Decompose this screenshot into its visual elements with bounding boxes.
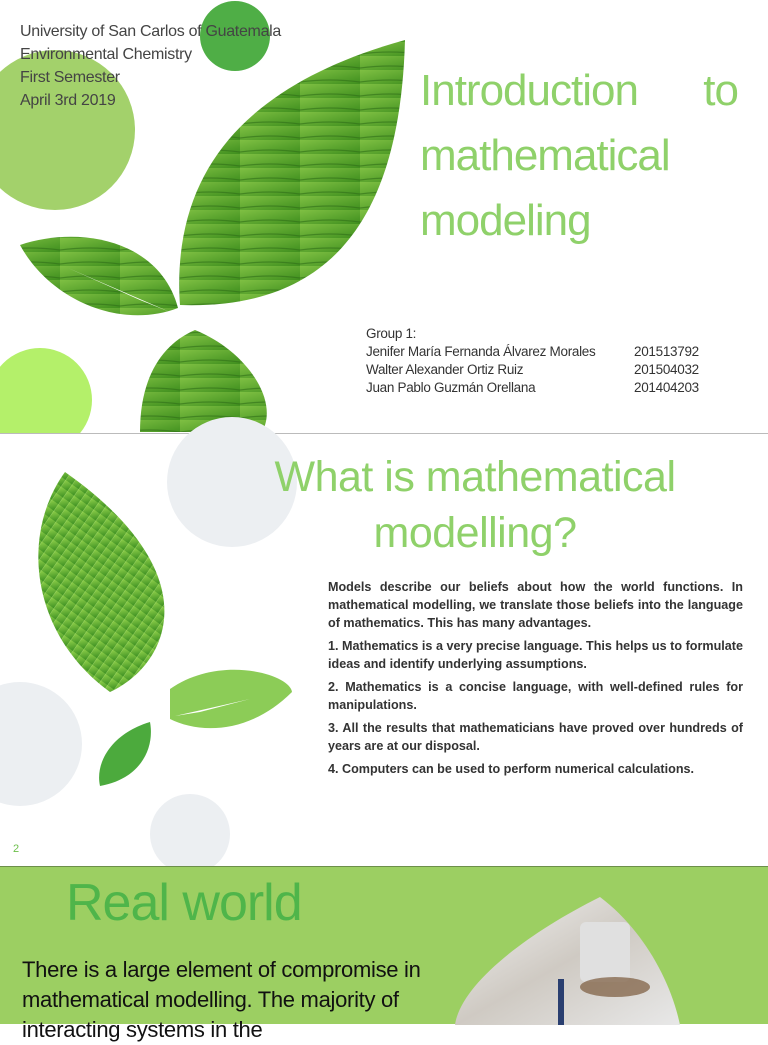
definition-slide — [0, 433, 768, 865]
member-row — [366, 343, 699, 361]
presentation-title — [420, 58, 738, 253]
paragraph: 4. Computers can be used to perform numerical calculations. — [328, 762, 695, 776]
title-line: modelling? — [373, 509, 577, 557]
real-world-slide — [0, 866, 768, 1042]
title-slide — [0, 0, 768, 432]
member-name: Jenifer María Fernanda Álvarez Morales — [366, 344, 596, 359]
title-line: What is mathematical — [274, 453, 676, 501]
slide-title: Real world — [66, 874, 302, 932]
title-word: to — [703, 66, 738, 115]
member-id: 201513792 — [634, 344, 699, 359]
course-name: Environmental Chemistry — [20, 46, 192, 63]
member-id: 201504032 — [634, 362, 699, 377]
title-word: Introduction — [420, 66, 638, 115]
group-label: Group 1: — [366, 326, 417, 341]
member-row — [366, 361, 699, 379]
member-id: 201404203 — [634, 380, 699, 395]
course-info — [20, 20, 281, 112]
member-name: Walter Alexander Ortiz Ruiz — [366, 362, 524, 377]
paragraph: 2. Mathematics is a concise language, with well-defined rules for manipulations. — [328, 680, 743, 712]
paragraph: 3. All the results that mathematicians have proved over hundreds of years are at our disposal. — [328, 721, 743, 753]
date: April 3rd 2019 — [20, 92, 116, 109]
title-line: modeling — [420, 196, 591, 245]
semester: First Semester — [20, 69, 120, 86]
member-name: Juan Pablo Guzmán Orellana — [366, 380, 536, 395]
paragraph: Models describe our beliefs about how the world functions. In mathematical modelling, we translate those beliefs into the language of mathematics. This has many advantages. — [328, 580, 743, 630]
slide-body — [328, 578, 743, 783]
title-line: mathematical — [420, 131, 670, 180]
member-row — [366, 379, 699, 397]
paragraph: 1. Mathematics is a very precise language. This helps us to formulate ideas and identify underlying assumptions. — [328, 639, 743, 671]
slide-title — [240, 449, 710, 561]
page-number: 2 — [13, 843, 20, 855]
slide-body: There is a large element of compromise in mathematical modelling. The majority of interacting systems in the — [22, 957, 421, 1042]
university-name: University of San Carlos of Guatemala — [20, 23, 282, 40]
group-members — [366, 325, 699, 397]
